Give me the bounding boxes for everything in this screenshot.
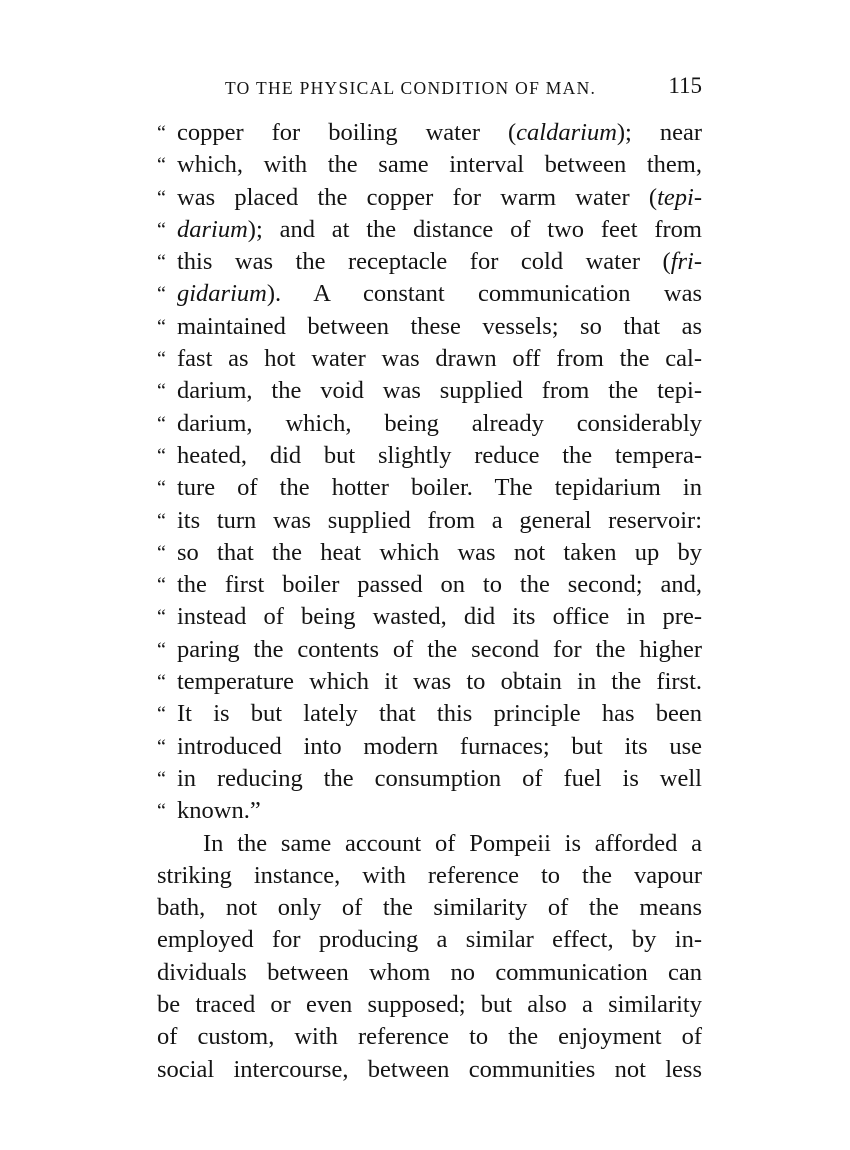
paragraph-line: employed for producing a similar effect, by in- [157,926,702,954]
line-text: heated, did but slightly reduce the tempera- [177,441,702,469]
line-text: paring the contents of the second for the higher [177,635,702,663]
quote-mark: “ [157,509,166,532]
line-text: darium, which, being already considerably [177,409,702,437]
text-line [157,214,702,246]
text-line [157,763,702,795]
line-text: fast as hot water was drawn off from the cal- [177,345,702,373]
quote-mark: “ [157,606,166,629]
italic-term: darium [177,215,248,243]
quote-mark: “ [157,412,166,435]
line-text: It is but lately that this principle has been [177,700,702,728]
italic-term: fri- [670,248,702,276]
quote-mark: “ [157,380,166,403]
line-text: ); near [616,119,703,146]
quote-mark: “ [157,671,166,694]
italic-term: tepi- [657,183,702,211]
text-line [157,117,702,149]
running-title: TO THE PHYSICAL CONDITION OF MAN. [225,78,597,98]
paragraph-line: striking instance, with reference to the vapour [157,861,702,889]
text-line [157,601,702,633]
quote-mark: “ [157,767,166,790]
text-line [157,246,702,278]
quote-mark: “ [157,154,166,177]
line-text: its turn was supplied from a general reservoir: [177,506,702,534]
text-line [157,311,702,343]
quote-mark: “ [157,218,166,241]
line-text: ture of the hotter boiler. The tepidarium in [177,474,702,502]
paragraph-line: bath, not only of the similarity of the means [157,894,702,922]
line-text: this was the receptacle for cold water ( [177,248,671,276]
line-text: the first boiler passed on to the second; and, [177,571,702,599]
text-line [157,149,702,181]
quote-mark: “ [157,186,166,209]
text-line [157,278,702,310]
line-text: ); and at the distance of two feet from [247,215,702,243]
paragraph-line: social intercourse, between communities not less [157,1055,702,1083]
text-line [157,795,702,827]
line-text: ). A constant communication was [266,280,702,308]
text-line [157,375,702,407]
paragraph-line: In the same account of Pompeii is afforded a [203,829,702,857]
text-line [157,440,702,472]
text-line [157,505,702,537]
quote-mark: “ [157,800,166,823]
text-line [157,698,702,730]
paragraph-line: dividuals between whom no communication can [157,958,702,986]
page-header [157,72,702,106]
line-text: instead of being wasted, did its office in pre- [177,603,702,631]
italic-term: gidarium [177,280,267,308]
quote-mark: “ [157,348,166,371]
paragraph [157,828,702,1086]
quote-mark: “ [157,251,166,274]
text-line [157,182,702,214]
quote-mark: “ [157,638,166,661]
line-text: introduced into modern furnaces; but its use [177,732,702,760]
italic-term: caldarium [516,119,617,146]
line-text: known.” [177,797,261,825]
text-line [157,537,702,569]
quote-mark: “ [157,315,166,338]
quote-mark: “ [157,574,166,597]
line-text: darium, the void was supplied from the tepi- [177,377,702,405]
text-line [157,569,702,601]
line-text: was placed the copper for warm water ( [177,183,658,211]
line-text: maintained between these vessels; so that as [177,312,702,340]
quote-mark: “ [157,703,166,726]
text-line [157,408,702,440]
line-text: so that the heat which was not taken up by [177,538,702,566]
line-text: in reducing the consumption of fuel is well [177,764,702,792]
paragraph-line: of custom, with reference to the enjoyment of [157,1023,702,1051]
line-text: copper for boiling water ( [177,119,517,146]
quote-mark: “ [157,283,166,306]
quote-mark: “ [157,541,166,564]
quote-mark: “ [157,444,166,467]
body-text [157,117,702,1086]
paragraph-line: be traced or even supposed; but also a similarity [157,991,702,1019]
text-line [157,666,702,698]
quote-mark: “ [157,477,166,500]
line-text: which, with the same interval between them, [177,151,702,179]
quote-mark: “ [157,735,166,758]
text-line [157,343,702,375]
quote-mark: “ [157,122,166,144]
text-line [157,634,702,666]
quoted-passage [157,117,702,828]
page-number: 115 [668,73,702,98]
line-text: temperature which it was to obtain in the first. [177,668,702,696]
text-line [157,731,702,763]
text-line [157,472,702,504]
